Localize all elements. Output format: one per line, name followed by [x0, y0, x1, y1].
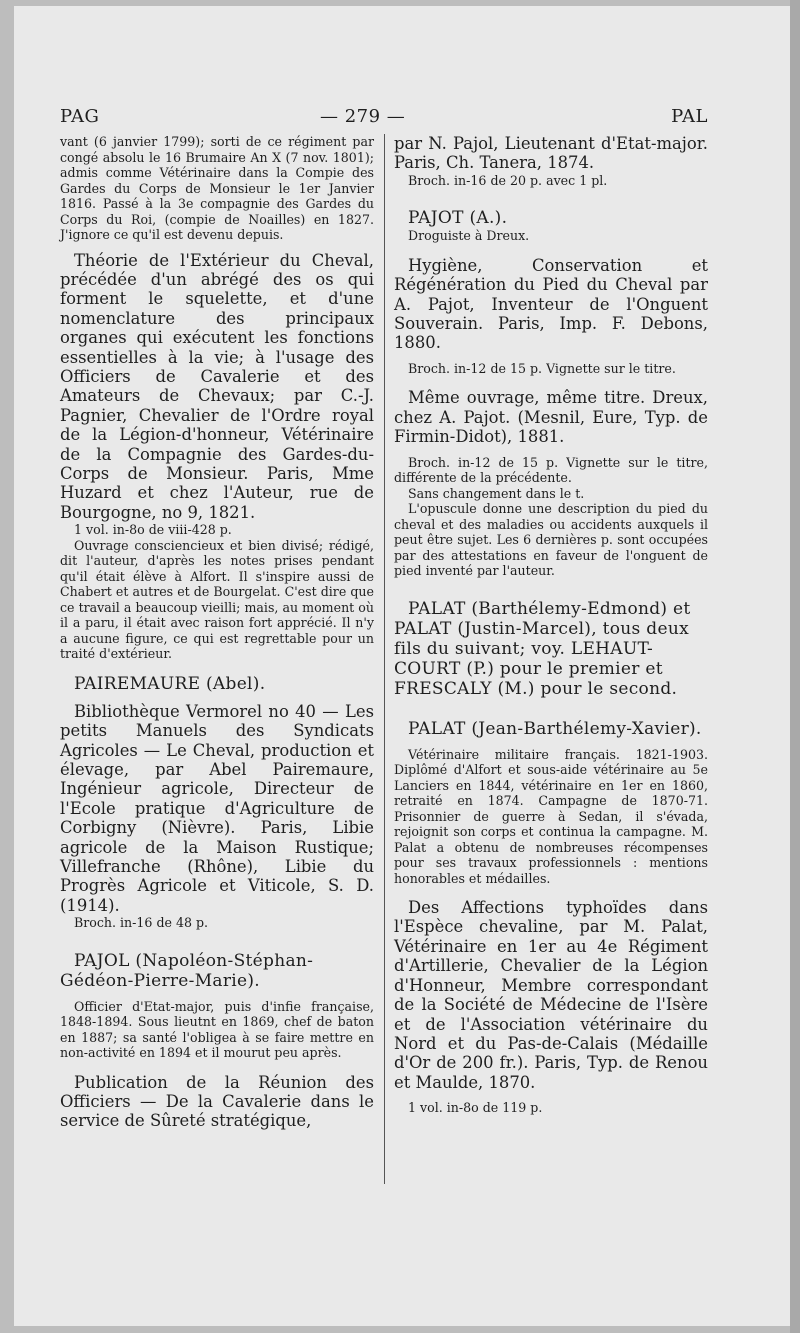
author-bio: Vétérinaire militaire français. 1821-1903. Diplômé d'Alfort et sous-aide vétérinaire au 5e Lanciers en 1844, vétérinaire en 1er en 1860, retraité en 1874. Campagne de 1870-71. Prisonnier de guerre à Sedan, il s'évada, rejoignit son corps et continua la campagne. M. Palat a obtenu de nombreuses récompenses pour ses travaux professionnels : mentions honorables et médailles.: [394, 746, 708, 886]
author-heading: PAIREMAURE (Abel).: [74, 673, 266, 694]
entry-format: 1 vol. in-8o de viii-428 p.: [74, 522, 232, 538]
entry-note: Ouvrage consciencieux et bien divisé; rédigé, dit l'auteur, d'après les notes prises pendant qu'il était élève à Alfort. Il s'inspire aussi de Chabert et autres et de Bourgelat. C'est dire que ce travail a beaucoup vieilli; mais, au moment où il a paru, il était avec raison fort apprécié. Il n'y a aucune figure, ce qui est regrettable pour un traité d'extérieur.: [60, 537, 374, 662]
entry-note: Sans changement dans le t.: [408, 485, 585, 501]
entry-title: par N. Pajol, Lieutenant d'Etat-major. Paris, Ch. Tanera, 1874.: [394, 134, 708, 173]
left-column: [60, 134, 374, 1131]
running-head: [60, 106, 708, 130]
entry-text: vant (6 janvier 1799); sorti de ce régiment par congé absolu le 16 Brumaire An X (7 nov. 1801); admis comme Vétérinaire dans la Compie des Gardes du Corps de Monsieur le 1er Janvier 1816. Passé à la 3e compagnie des Gardes du Corps du Roi, (compie de Noailles) en 1827. J'ignore ce qu'il est devenu depuis.: [60, 134, 374, 242]
author-heading: PALAT (Jean-Barthélemy-Xavier).: [408, 718, 702, 739]
column-divider: [384, 134, 385, 1184]
page-number: — 279 —: [320, 106, 406, 127]
header-left: PAG: [60, 106, 100, 127]
entry-title: Publication de la Réunion des Officiers — De la Cavalerie dans le service de Sûreté stratégique,: [60, 1072, 374, 1131]
entry-note: L'opuscule donne une description du pied du cheval et des maladies ou accidents auxquels il peut être sujet. Les 6 dernières p. sont occupées par des attestations en faveur de l'onguent de pied inventé par l'auteur.: [394, 501, 708, 579]
entry-format: Broch. in-12 de 15 p. Vignette sur le titre.: [408, 360, 676, 376]
entry-title: Même ouvrage, même titre. Dreux, chez A. Pajot. (Mesnil, Eure, Typ. de Firmin-Didot), 1881.: [394, 388, 708, 447]
author-bio: Droguiste à Dreux.: [408, 228, 530, 244]
author-heading: PALAT (Barthélemy-Edmond) et PALAT (Justin-Marcel), tous deux fils du suivant; voy. LEHAUT-COURT (P.) pour le premier et FRESCALY (M.) pour le second.: [394, 598, 691, 699]
author-bio: Officier d'Etat-major, puis d'infie française, 1848-1894. Sous lieutnt en 1869, chef de baton en 1887; sa santé l'obligea à se faire mettre en non-activité en 1894 et il mourut peu après.: [60, 998, 374, 1061]
entry-format: Broch. in-12 de 15 p. Vignette sur le titre, différente de la précédente.: [394, 454, 708, 486]
entry-title: Hygiène, Conservation et Régénération du Pied du Cheval par A. Pajot, Inventeur de l'Onguent Souverain. Paris, Imp. F. Debons, 1880.: [394, 255, 708, 353]
page-edge: [790, 0, 800, 1333]
entry-format: 1 vol. in-8o de 119 p.: [408, 1100, 543, 1116]
entry-format: Broch. in-16 de 20 p. avec 1 pl.: [408, 172, 608, 188]
entry-format: Broch. in-16 de 48 p.: [74, 915, 209, 931]
entry-title: Théorie de l'Extérieur du Cheval, précédée d'un abrégé des os qui forment le squelette, et d'une nomenclature des principaux organes qui exécutent les fonctions essentielles à la vie; à l'usage des Officiers de Cavalerie et des Amateurs de Chevaux; par C.-J. Pagnier, Chevalier de l'Ordre royal de la Légion-d'honneur, Vétérinaire de la Compagnie des Gardes-du-Corps de Monsieur. Paris, Mme Huzard et chez l'Auteur, rue de Bourgogne, no 9, 1821.: [60, 250, 374, 522]
author-heading: PAJOT (A.).: [408, 208, 508, 229]
entry-title: Des Affections typhoïdes dans l'Espèce chevaline, par M. Palat, Vétérinaire en 1er au 4e Régiment d'Artillerie, Chevalier de la Légion d'Honneur, Membre correspondant de la Société de Médecine de l'Isère et de l'Association vétérinaire du Nord et du Pas-de-Calais (Médaille d'Or de 200 fr.). Paris, Typ. de Renou et Maulde, 1870.: [394, 898, 708, 1092]
header-right: PAL: [671, 106, 708, 127]
author-heading: PAJOL (Napoléon-Stéphan-Gédéon-Pierre-Marie).: [60, 950, 314, 991]
entry-title: Bibliothèque Vermorel no 40 — Les petits Manuels des Syndicats Agricoles — Le Cheval, production et élevage, par Abel Pairemaure, Ingénieur agricole, Directeur de l'Ecole pratique d'Agriculture de Corbigny (Nièvre). Paris, Libie agricole de la Maison Rustique; Villefranche (Rhône), Libie du Progrès Agricole et Viticole, S. D. (1914).: [60, 701, 374, 915]
right-column: [394, 134, 708, 1116]
